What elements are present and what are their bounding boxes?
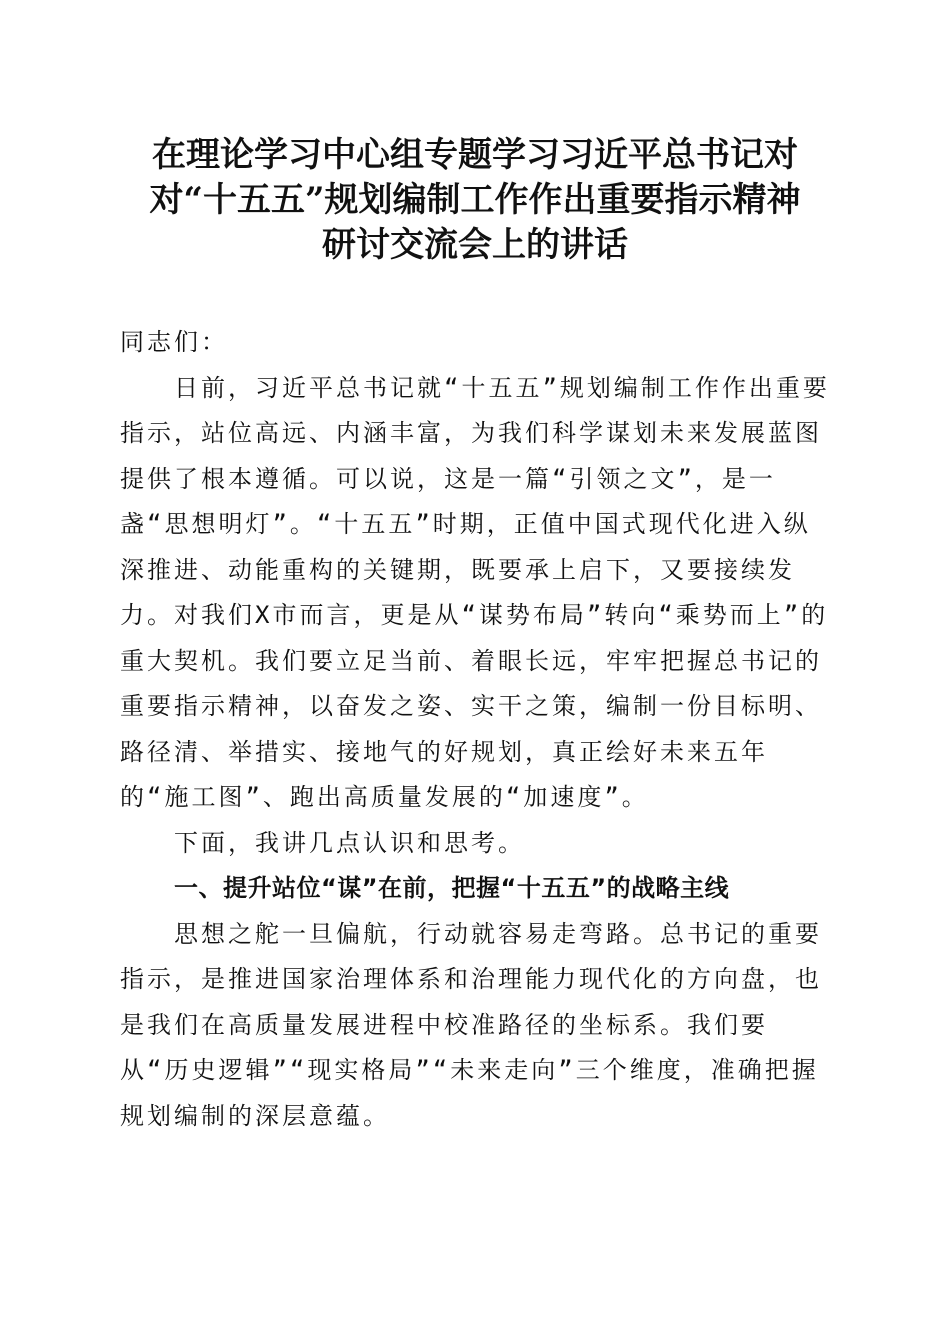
salutation: 同志们： bbox=[120, 328, 228, 356]
title-line-2: 对“十五五”规划编制工作作出重要指示精神 bbox=[149, 180, 801, 220]
title-line-1: 在理论学习中心组专题学习习近平总书记对 bbox=[152, 135, 798, 175]
title-line-3: 研讨交流会上的讲话 bbox=[322, 225, 628, 265]
document-title bbox=[100, 133, 850, 268]
section-heading-1: 一、提升站位“谋”在前，把握“十五五”的战略主线 bbox=[174, 874, 730, 902]
body-paragraph-1: 日前，习近平总书记就“十五五”规划编制工作作出重要指示，站位高远、内涵丰富，为我们科学谋划未来发展蓝图提供了根本遵循。可以说，这是一篇“引领之文”，是一盏“思想明灯”。“十五五”时期，正值中国式现代化进入纵深推进、动能重构的关键期，既要承上启下，又要接续发力。对我们X市而言，更是从“谋势布局”转向“乘势而上”的重大契机。我们要立足当前、着眼长远，牢牢把握总书记的重要指示精神，以奋发之姿、实干之策，编制一份目标明、路径清、举措实、接地气的好规划，真正绘好未来五年的“施工图”、跑出高质量发展的“加速度”。 bbox=[120, 373, 830, 811]
document-body bbox=[120, 320, 830, 1139]
body-paragraph-2: 下面，我讲几点认识和思考。 bbox=[174, 828, 525, 857]
section-1-paragraph: 思想之舵一旦偏航，行动就容易走弯路。总书记的重要指示，是推进国家治理体系和治理能力现代化的方向盘，也是我们在高质量发展进程中校准路径的坐标系。我们要从“历史逻辑”“现实格局”“未来走向”三个维度，准确把握规划编制的深层意蕴。 bbox=[120, 919, 822, 1130]
